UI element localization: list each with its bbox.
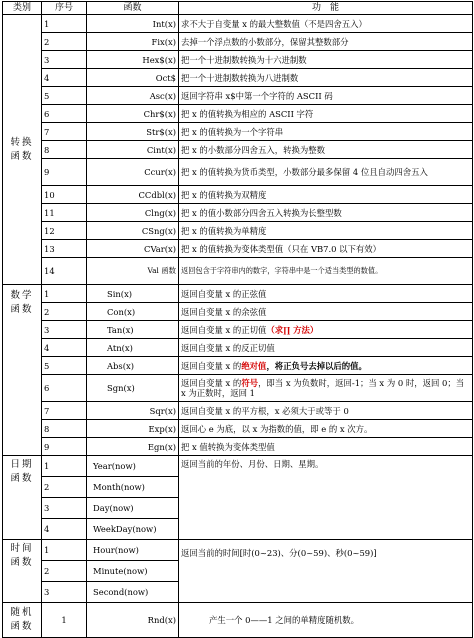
table-row [3,240,473,258]
function-name: CCdbl(x) [87,186,179,204]
function-name: Day(now) [87,498,179,519]
function-description: 把一个十进制数转换为十六进制数 [179,51,473,69]
table-row [3,402,473,420]
row-index: 3 [42,582,87,603]
function-name: Atn(x) [87,339,179,357]
row-index: 3 [42,321,87,339]
row-index: 14 [42,258,87,285]
function-name: Year(now) [87,456,179,477]
description-text: 返回自变量 x 的 [181,360,242,371]
function-description: 把 x 的值转换为一个字符串 [179,123,473,141]
function-name: Abs(x) [87,357,179,375]
table-row [3,339,473,357]
table-row [3,420,473,438]
function-description: 返回自变量 x 的反正切值 [179,339,473,357]
function-description: 把 x 的值转换为货币类型，小数部分最多保留 4 位且自动四舍五入 [179,159,473,186]
function-description: 返回当前的时间[时(0~23)、分(0~59)、秒(0~59)] [179,540,473,603]
row-index: 4 [42,339,87,357]
row-index: 9 [42,438,87,456]
function-name: Hex$(x) [87,51,179,69]
function-name: Chr$(x) [87,105,179,123]
function-description [179,321,473,339]
table-row [3,285,473,303]
function-description: 返回自变量 x 的余弦值 [179,303,473,321]
row-index: 1 [42,540,87,561]
function-description [179,375,473,402]
function-description: 返回当前的年份、月份、日期、星期。 [179,456,473,540]
highlight-text: 绝对值 [241,360,267,371]
table-row [3,186,473,204]
table-row [3,204,473,222]
function-name: Hour(now) [87,540,179,561]
row-index: 2 [42,33,87,51]
category-conversion: 转换函数 [3,15,42,285]
highlight-text: 符号 [241,378,259,388]
function-description: 求不大于自变量 x 的最大整数值（不是四舍五入） [179,15,473,33]
header-category: 类别 [3,2,42,15]
function-table [2,1,473,638]
category-math: 数学函数 [3,285,42,456]
function-name: Rnd(x) [87,603,179,638]
function-description: 把 x 的值转换为变体类型值（只在 VB7.0 以下有效） [179,240,473,258]
row-index: 5 [42,87,87,105]
row-index: 9 [42,159,87,186]
function-name: CVar(x) [87,240,179,258]
function-name: Oct$ [87,69,179,87]
table-row [3,375,473,402]
function-name: Val 函数 [87,258,179,285]
highlight-text: （求∏ 方法） [266,324,319,335]
table-row [3,540,473,561]
function-name: Con(x) [87,303,179,321]
table-row [3,87,473,105]
category-date: 日期函数 [3,456,42,540]
function-name: Fix(x) [87,33,179,51]
table-row [3,303,473,321]
table-row [3,321,473,339]
row-index: 4 [42,69,87,87]
category-time: 时间函数 [3,540,42,603]
row-index: 4 [42,519,87,540]
function-description: 把 x 的值转换为双精度 [179,186,473,204]
function-name: Egn(x) [87,438,179,456]
function-name: Tan(x) [87,321,179,339]
function-name: Sin(x) [87,285,179,303]
function-name: Minute(now) [87,561,179,582]
row-index: 2 [42,561,87,582]
function-name: WeekDay(now) [87,519,179,540]
row-index: 13 [42,240,87,258]
description-tail: ，即当 x 为负数时，返回-1；当 x 为 0 时，返回 0；当 x 为正数时，返回 1 [181,378,465,398]
table-row [3,69,473,87]
function-name: Month(now) [87,477,179,498]
function-description: 把一个十进制数转换为八进制数 [179,69,473,87]
function-name: Cint(x) [87,141,179,159]
function-description: 返回自变量 x 的正弦值 [179,285,473,303]
function-description: 把 x 值转换为变体类型值 [179,438,473,456]
row-index: 10 [42,186,87,204]
table-row [3,15,473,33]
function-description [179,357,473,375]
function-name: Ccur(x) [87,159,179,186]
table-row [3,258,473,285]
row-index: 6 [42,105,87,123]
table-row [3,357,473,375]
function-name: Str$(x) [87,123,179,141]
row-index: 7 [42,123,87,141]
function-name: Second(now) [87,582,179,603]
row-index: 3 [42,51,87,69]
row-index: 11 [42,204,87,222]
row-index: 2 [42,477,87,498]
header-index: 序号 [42,2,87,15]
function-description: 把 x 的值转换为相应的 ASCII 字符 [179,105,473,123]
table-row [3,438,473,456]
function-name: Asc(x) [87,87,179,105]
function-name: Exp(x) [87,420,179,438]
function-description: 把 x 的小数部分四舍五入，转换为整数 [179,141,473,159]
table-row [3,51,473,69]
row-index: 1 [42,285,87,303]
function-description: 返回字符串 x$中第一个字符的 ASCII 码 [179,87,473,105]
function-name: Sqr(x) [87,402,179,420]
function-description: 返回包含于字符串内的数字，字符串中是一个适当类型的数值。 [179,258,473,285]
function-description: 把 x 的值小数部分四舍五入转换为长整型数 [179,204,473,222]
table-row [3,123,473,141]
table-row [3,603,473,638]
function-description: 产生一个 0——1 之间的单精度随机数。 [179,603,473,638]
function-description: 把 x 的值转换为单精度 [179,222,473,240]
function-name: Int(x) [87,15,179,33]
header-row [3,2,473,15]
header-function: 函数 [87,2,179,15]
function-name: Clng(x) [87,204,179,222]
row-index: 6 [42,375,87,402]
row-index: 8 [42,141,87,159]
description-tail: ，将正负号去掉以后的值。 [266,360,367,371]
row-index: 5 [42,357,87,375]
function-name: Sgn(x) [87,375,179,402]
row-index: 8 [42,420,87,438]
table-row [3,33,473,51]
description-text: 返回自变量 x 的 [181,378,242,388]
header-description: 功 能 [179,2,473,15]
function-description: 返回心 e 为底，以 x 为指数的值，即 e 的 x 次方。 [179,420,473,438]
row-index: 12 [42,222,87,240]
category-random: 随机函数 [3,603,42,638]
row-index: 7 [42,402,87,420]
row-index: 2 [42,303,87,321]
table-row [3,105,473,123]
row-index: 1 [42,456,87,477]
table-row [3,141,473,159]
description-text: 返回自变量 x 的正切值 [181,324,267,335]
table-row [3,159,473,186]
table-row [3,456,473,477]
function-name: CSng(x) [87,222,179,240]
row-index: 1 [42,603,87,638]
row-index: 3 [42,498,87,519]
row-index: 1 [42,15,87,33]
function-description: 去掉一个浮点数的小数部分，保留其整数部分 [179,33,473,51]
function-description: 返回自变量 x 的平方根，x 必须大于或等于 0 [179,402,473,420]
table-row [3,222,473,240]
